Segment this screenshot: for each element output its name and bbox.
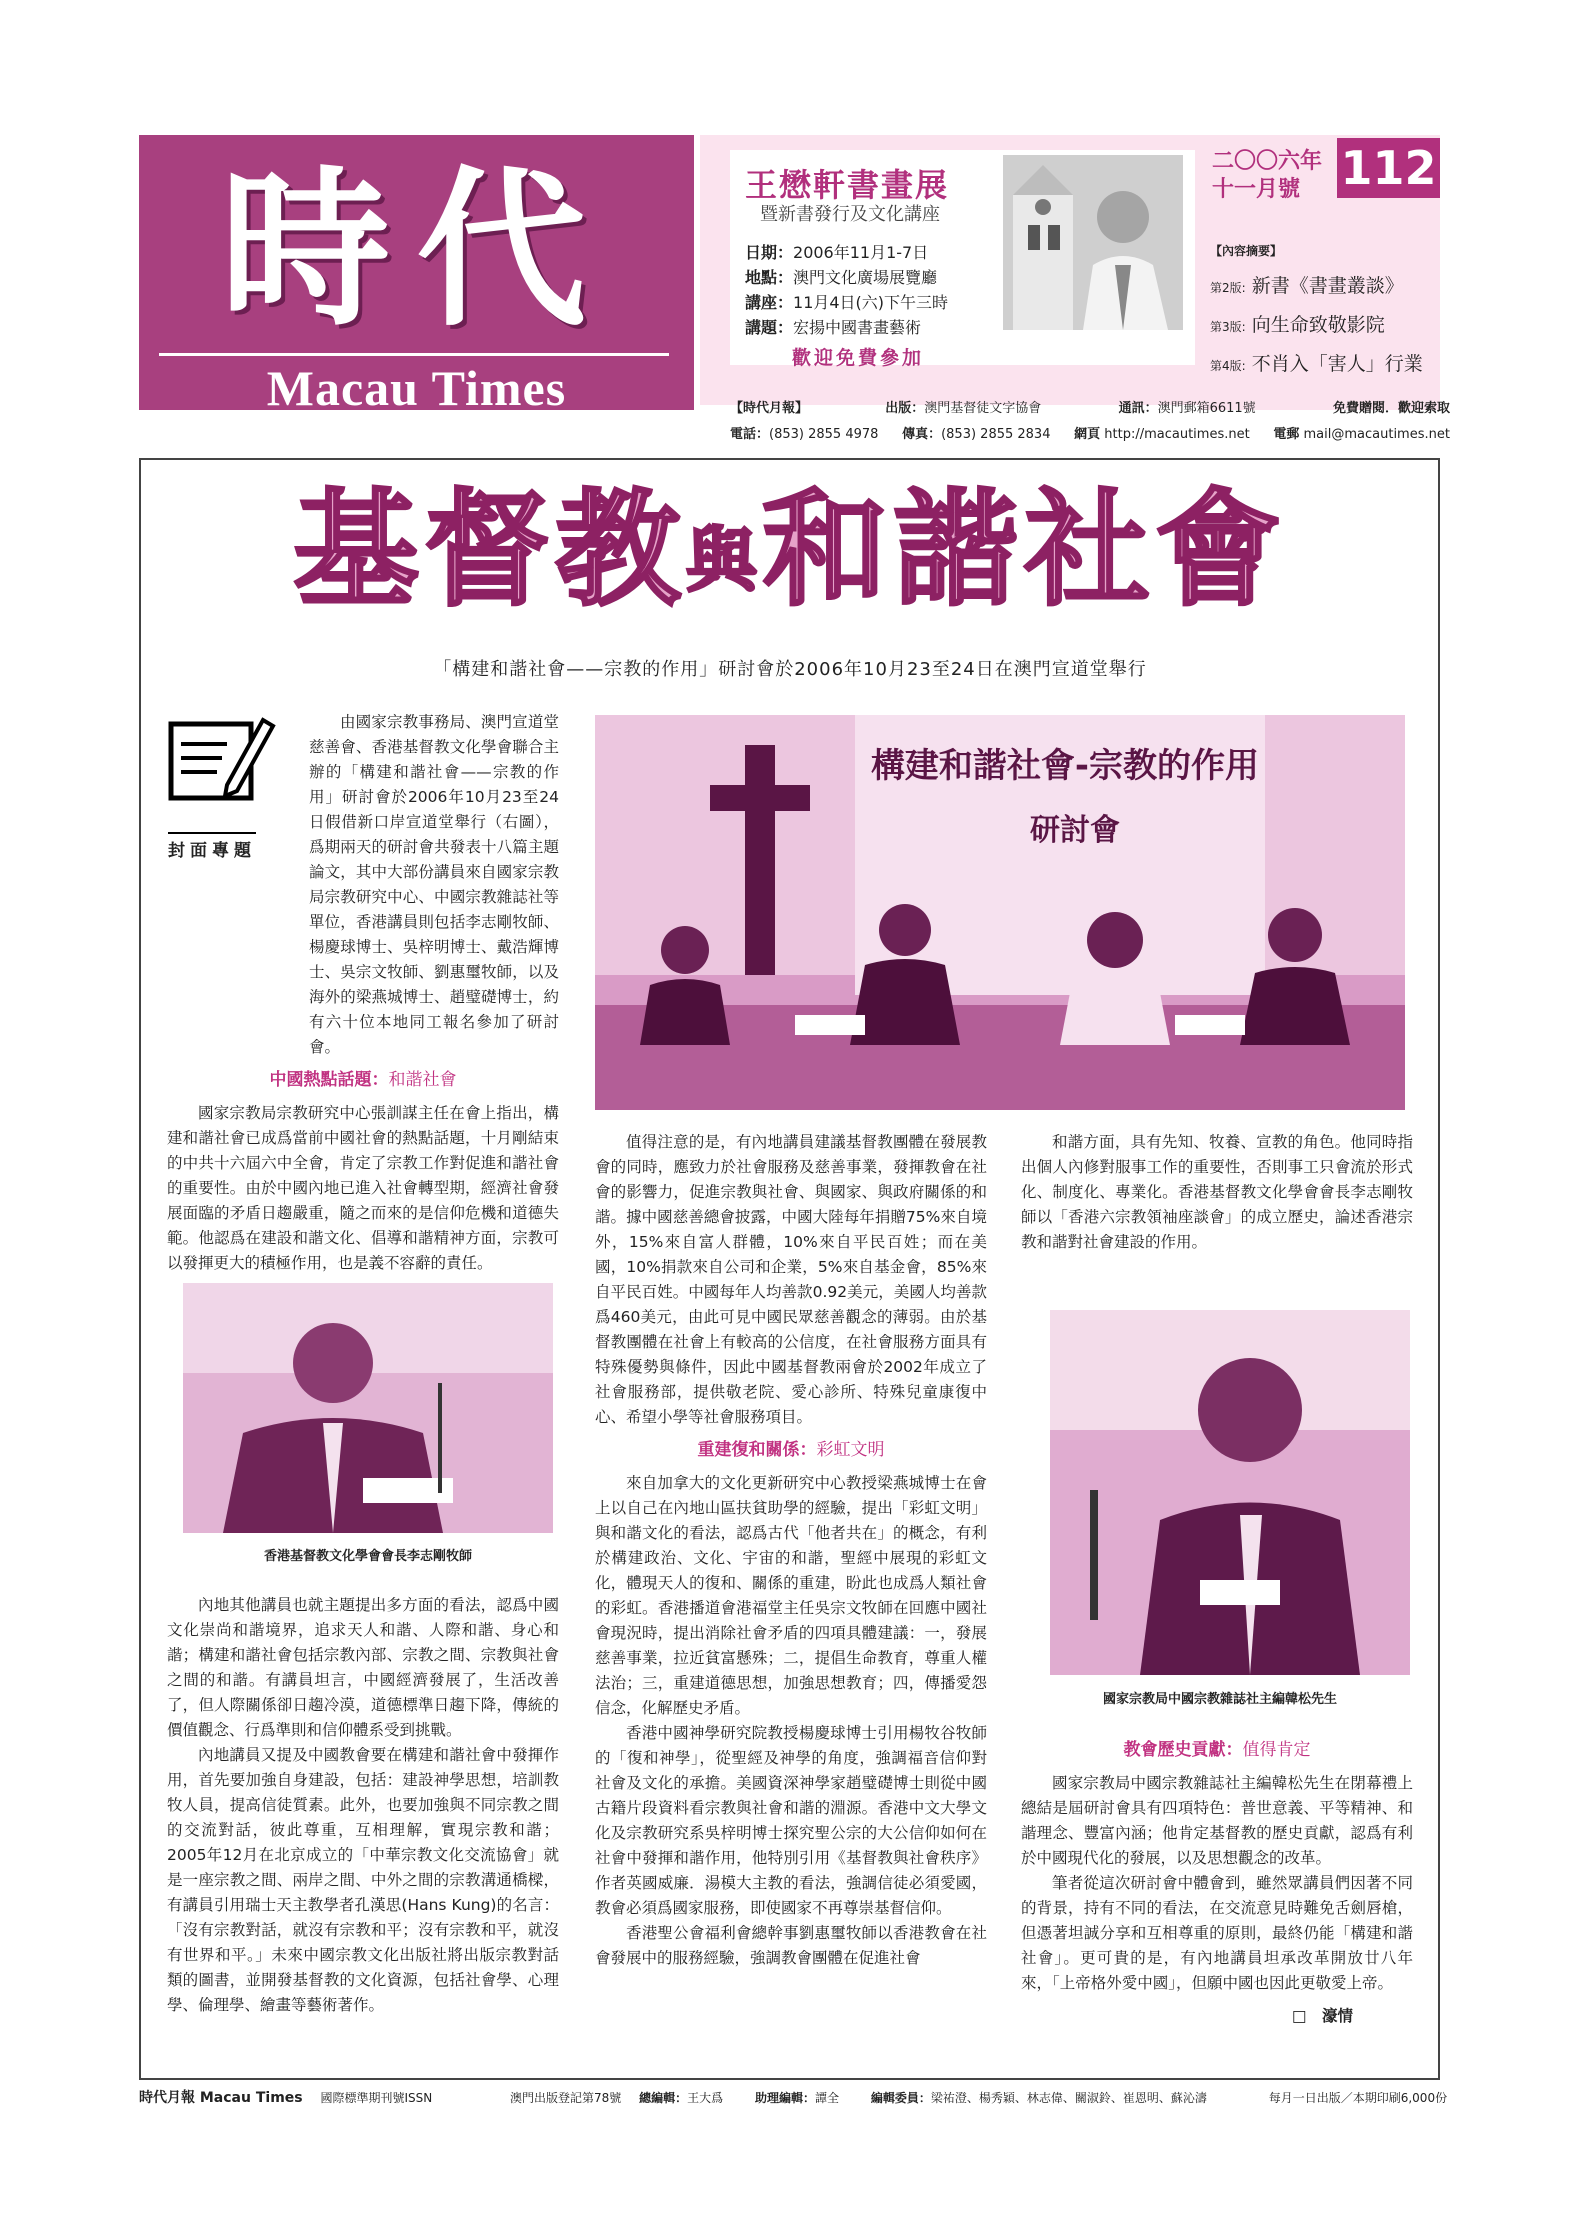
paragraph: 來自加拿大的文化更新研究中心教授梁燕城博士在會上以自己在內地山區扶貧助學的經驗，提出「彩虹文明」與和諧文化的看法，認爲古代「他者共在」的概念，有利於構建政治、文化、宇宙的和諧，聖經中展現的彩虹文化，體現天人的復和、關係的重建，盼此也成爲人類社會的彩虹。香港播道會港福堂主任吳宗文牧師在回應中國社會現況時，提出消除社會矛盾的四項具體建議：一，發展慈善事業，拉近貧富懸殊；二，提倡生命教育，尊重人權法治；三，重建道德思想，加強思想教育；四，傳播愛怨信念，化解歷史矛盾。: [595, 1474, 987, 1717]
paragraph: 內地講員又提及中國教會要在構建和諧社會中發揮作用，首先要加強自身建設，包括：建設神學思想，培訓教牧人員，提高信徒質素。此外，也要加強與不同宗教之間的交流對話，彼此尊重，互相理解，實現宗教和諧；2005年12月在北京成立的「中華宗教文化交流協會」就是一座宗教之間、兩岸之間、中外之間的宗教溝通橋樑，有講員引用瑞士天主教學者孔漢思(Hans Kung)的名言：「沒有宗教對話，就沒有宗教和平；沒有宗教和平，就沒有世界和平。」未來中國宗教文化出版社將出版宗教對話類的圖書，並開發基督教的文化資源，包括社會學、心理學、倫理學、繪畫等藝術著作。: [167, 1746, 559, 2014]
promo-details: [745, 240, 948, 340]
toc-item: 第4版: 不肖入「害人」行業: [1210, 353, 1423, 375]
footer-assistant: 助理編輯：譚全: [755, 2091, 840, 2105]
section-heading: 教會歷史貢獻：值得肯定: [1123, 1740, 1311, 1760]
footer-print: 每月一日出版／本期印刷6,000份: [1268, 2091, 1448, 2105]
masthead: [139, 135, 694, 416]
column-2: [595, 1130, 987, 1971]
section-heading: 重建復和關係：彩虹文明: [697, 1440, 885, 1460]
paragraph: 筆者從這次研討會中體會到，雖然眾講員們因著不同的背景，持有不同的看法，在交流意見時難免舌劍唇槍，但憑著坦誠分享和互相尊重的原則，最終仍能「構建和諧社會」。更可貴的是，有內地講員坦承改革開放廿八年來，「上帝格外愛中國」，但願中國也因此更敬愛上帝。: [1021, 1874, 1413, 1992]
masthead-divider: [159, 353, 669, 356]
section-heading: 中國熱點話題：和諧社會: [269, 1070, 457, 1090]
masthead-english: Macau Times: [266, 360, 567, 416]
footer-editor: 總編輯：王大爲: [639, 2091, 724, 2105]
issue-number: 112: [1337, 138, 1440, 198]
issue-date: 二〇〇六年 十一月號: [1212, 149, 1323, 202]
promo-venue: 地點：澳門文化廣場展覽廳: [745, 268, 938, 287]
headline: 基督教與和諧社會: [293, 477, 1287, 623]
column-3-bottom: [1021, 1730, 1413, 2029]
column-1-bottom: [167, 1593, 559, 2018]
publisher-info: [730, 396, 1450, 448]
photo-symposium-panel: [595, 715, 1405, 1110]
toc-item: 第2版: 新書《書畫叢談》: [1210, 275, 1404, 297]
footer: [139, 2083, 1448, 2113]
column-1: [167, 710, 559, 1276]
toc-heading: 【內容摘要】: [1210, 244, 1283, 258]
banner-subtitle: 研討會: [1030, 813, 1120, 848]
promo-welcome: 歡迎免費參加: [792, 347, 925, 369]
footer-issn: 國際標準期刊號ISSN: [320, 2091, 433, 2105]
masthead-logo: 時代: [220, 150, 613, 350]
banner-title: 構建和諧社會-宗教的作用: [870, 746, 1260, 786]
subheadline: 「構建和諧社會——宗教的作用」研討會於2006年10月23至24日在澳門宣道堂舉行: [433, 659, 1147, 680]
promo-photo: [1003, 155, 1183, 330]
promo-title: 王懋軒書畫展: [745, 166, 950, 204]
toc: [1210, 268, 1423, 385]
section-label: 封面專題: [168, 832, 256, 861]
paragraph: 香港聖公會福利會總幹事劉惠璽牧師以香港教會在社會發展中的服務經驗，強調教會團體在促進社會: [595, 1924, 987, 1967]
photo-lee-chi-kong: [183, 1283, 553, 1533]
paragraph: 內地其他講員也就主題提出多方面的看法，認爲中國文化崇尚和諧境界，追求天人和諧、人際和諧、身心和諧；構建和諧社會包括宗教內部、宗教之間、宗教與社會之間的和諧。有講員坦言，中國經濟發展了，生活改善了，但人際關係卻日趨冷漠，道德標準日趨下降，傳統的價值觀念、行爲準則和信仰體系受到挑戰。: [167, 1596, 559, 1739]
promo-date: 日期：2006年11月1-7日: [745, 243, 929, 262]
footer-registration: 澳門出版登記第78號: [510, 2091, 622, 2105]
footer-committee: 編輯委員：梁祐澄、楊秀穎、林志偉、關淑鈴、崔恩明、蘇沁濤: [870, 2091, 1207, 2105]
toc-item: 第3版: 向生命致敬影院: [1210, 314, 1385, 336]
paragraph: 國家宗教局宗教研究中心張訓謀主任在會上指出，構建和諧社會已成爲當前中國社會的熱點話題，十月剛結束的中共十六屆六中全會，肯定了宗教工作對促進和諧社會的重要性。由於中國內地已進入社會轉型期，經濟社會發展面臨的矛盾日趨嚴重，隨之而來的是信仰危機和道德失範。他認爲在建設和諧文化、倡導和諧精神方面，宗教可以發揮更大的積極作用，也是義不容辭的責任。: [167, 1104, 559, 1272]
photo-caption: 香港基督教文化學會會長李志剛牧師: [263, 1549, 472, 1564]
intro-paragraph: 由國家宗教事務局、澳門宣道堂慈善會、香港基督教文化學會聯合主辦的「構建和諧社會——宗教的作用」研討會於2006年10月23至24日假借新口岸宣道堂舉行（右圖），爲期兩天的研討會共發表十八篇主題論文，其中大部份講員來自國家宗教局宗教研究中心、中國宗教雜誌社等單位，香港講員則包括李志剛牧師、楊慶球博士、吳梓明博士、戴浩輝博士、吳宗文牧師、劉惠璽牧師，以及海外的梁燕城博士、趙璧礎博士，約有六十位本地同工報名參加了研討會。: [309, 713, 559, 1056]
paragraph: 值得注意的是，有內地講員建議基督教團體在發展教會的同時，應致力於社會服務及慈善事業，發揮教會在社會的影響力，促進宗教與社會、與國家、與政府關係的和諧。據中國慈善總會披露，中國大陸每年捐贈75%來自境外，15%來自富人群體，10%來自平民百姓；而在美國，10%捐款來自公司和企業，5%來自基金會，85%來自平民百姓。中國每年人均善款0.92美元，美國人均善款爲460美元，由此可見中國民眾慈善觀念的薄弱。由於基督教團體在社會上有較高的公信度，在社會服務方面具有特殊優勢與條件，因此中國基督教兩會於2002年成立了社會服務部，提供敬老院、愛心診所、特殊兒童康復中心、希望小學等社會服務項目。: [595, 1133, 987, 1426]
promo-topic: 講題：宏揚中國書畫藝術: [745, 318, 922, 337]
photo-han-song: [1050, 1310, 1410, 1675]
promo-lecture: 講座：11月4日(六)下午三時: [745, 293, 949, 312]
paragraph: 香港中國神學研究院教授楊慶球博士引用楊牧谷牧師的「復和神學」，從聖經及神學的角度，強調福音信仰對社會及文化的承擔。美國資深神學家趙璧礎博士則從中國古籍片段資料看宗教與社會和諧的淵源。香港中文大學文化及宗教研究系吳梓明博士探究聖公宗的大公信仰如何在社會中發揮和諧作用，他特別引用《基督教與社會秩序》作者英國威廉．湯模大主教的看法，強調信徒必須愛國，教會必須爲國家服務，即使國家不再尊崇基督信仰。: [595, 1724, 987, 1917]
paragraph: 國家宗教局中國宗教雜誌社主編韓松先生在閉幕禮上總結是屆研討會具有四項特色：普世意義、平等精神、和諧理念、豐富內涵；他肯定基督教的歷史貢獻，認爲有利於中國現代化的發展，以及思想觀念的改革。: [1021, 1774, 1413, 1867]
footer-brand: 時代月報 Macau Times: [139, 2090, 303, 2106]
paragraph: 和諧方面，具有先知、牧養、宣教的角色。他同時指出個人內修對服事工作的重要性，否則事工只會流於形式化、制度化、專業化。香港基督教文化學會會長李志剛牧師以「香港六宗教領袖座談會」的成立歷史，論述香港宗教和諧對社會建設的作用。: [1021, 1133, 1413, 1251]
promo-subtitle: 暨新書發行及文化講座: [760, 204, 940, 225]
photo-caption: 國家宗教局中國宗教雜誌社主編韓松先生: [1102, 1692, 1337, 1707]
info-row-2: 電話：(853) 2855 4978 傳真：(853) 2855 2834 網頁 http://macautimes.net 電郵 mail@macautimes.net: [730, 427, 1450, 442]
info-row-1: 【時代月報】 出版：澳門基督徒文字協會 通訊：澳門郵箱6611號 免費贈閱．歡迎索取: [730, 401, 1450, 416]
author-signature: □ 濠情: [1291, 2007, 1353, 2025]
column-3: [1021, 1130, 1413, 1255]
